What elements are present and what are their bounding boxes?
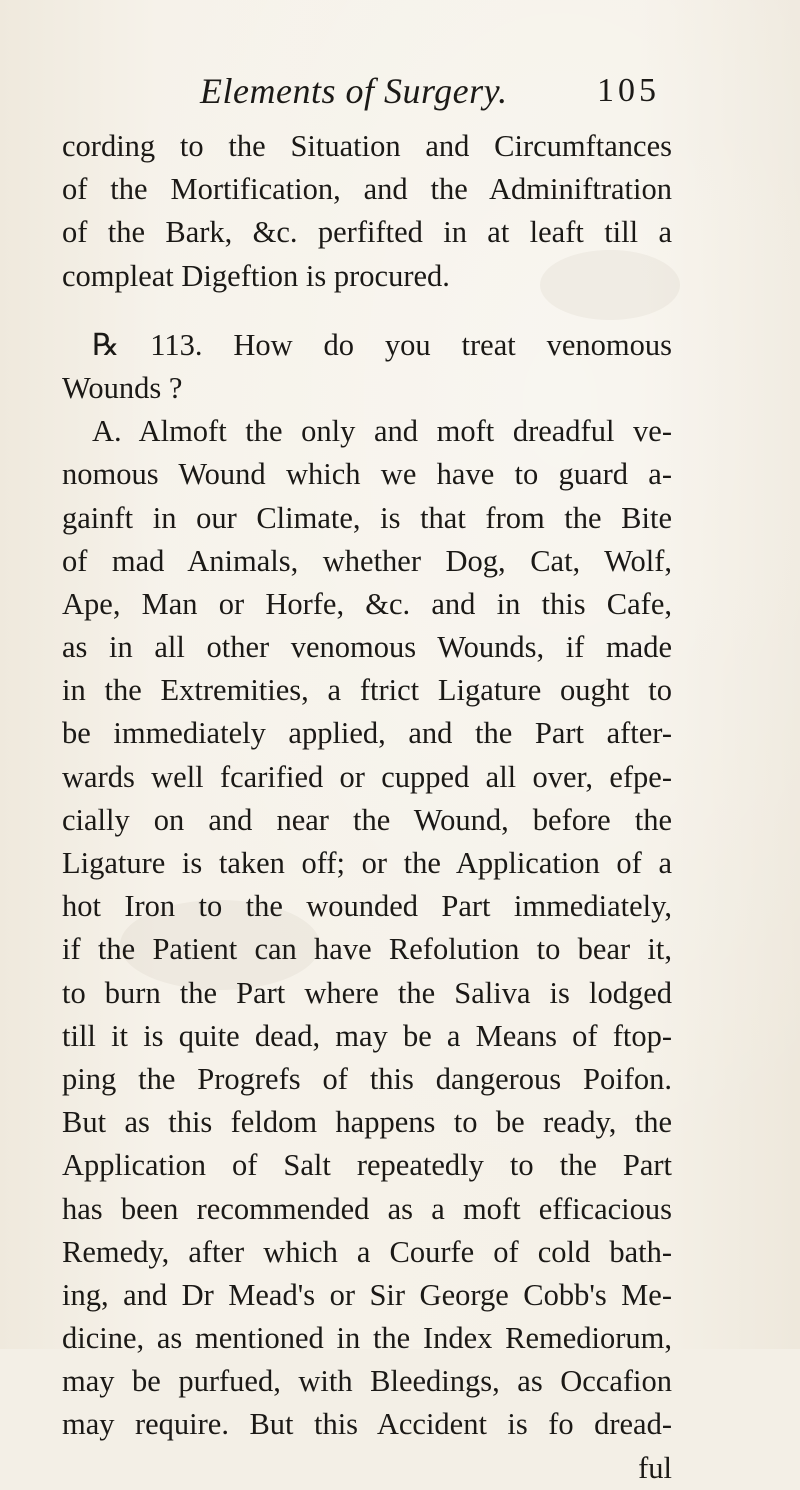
answer-line: ping the Progrefs of this dangerous Poifon. — [62, 1061, 672, 1096]
answer-line: ing, and Dr Mead's or Sir George Cobb's Me- — [62, 1277, 672, 1312]
answer-line: be immediately applied, and the Part after- — [62, 716, 672, 751]
answer-line: Ligature is taken off; or the Application of a — [62, 846, 672, 880]
answer-line: dicine, as mentioned in the Index Remediorum, — [62, 1321, 672, 1356]
paragraph-gap — [62, 298, 672, 324]
answer-line: Ape, Man or Horfe, &c. and in this Cafe, — [62, 586, 672, 621]
answer-line: in the Extremities, a ftrict Ligature ought to — [62, 673, 672, 708]
answer-line: Application of Salt repeatedly to the Part — [62, 1148, 672, 1183]
answer-line: may be purfued, with Bleedings, as Occafion — [62, 1364, 672, 1399]
page-number: 105 — [597, 72, 660, 109]
catchword: ful — [638, 1450, 672, 1485]
answer-line: may require. But this Accident is fo dread- — [62, 1407, 672, 1442]
answer-line: has been recommended as a moft efficacious — [62, 1191, 672, 1226]
answer-line: But as this feldom happens to be ready, the — [62, 1105, 672, 1140]
answer-line: nomous Wound which we have to guard a- — [62, 457, 672, 492]
text-line: compleat Digeftion is procured. — [62, 258, 450, 293]
answer-line: cially on and near the Wound, before the — [62, 802, 672, 837]
answer-line: as in all other venomous Wounds, if made — [62, 630, 672, 665]
answer-line: gainft in our Climate, is that from the Bite — [62, 500, 672, 535]
text-line: cording to the Situation and Circumftances — [62, 129, 672, 163]
answer-line: A. Almoft the only and moft dreadful ve- — [92, 414, 672, 449]
answer-line: wards well fcarified or cupped all over, efpe- — [62, 759, 672, 794]
running-title: Elements of Surgery. — [200, 71, 508, 111]
answer-line: till it is quite dead, may be a Means of ftop- — [62, 1018, 672, 1053]
text-line: of the Mortification, and the Adminiftration — [62, 172, 672, 207]
answer-line: hot Iron to the wounded Part immediately, — [62, 889, 672, 924]
answer-line: if the Patient can have Refolution to bear it, — [62, 932, 672, 967]
answer-line: to burn the Part where the Saliva is lodged — [62, 975, 672, 1010]
page-header — [200, 70, 660, 120]
answer-line: Remedy, after which a Courfe of cold bath- — [62, 1234, 672, 1269]
question-line: Wounds ? — [62, 370, 183, 405]
body-text — [62, 125, 672, 1490]
text-line: of the Bark, &c. perfifted in at leaft till a — [62, 215, 672, 250]
answer-line: of mad Animals, whether Dog, Cat, Wolf, — [62, 543, 672, 578]
question-line: ℞ 113. How do you treat venomous — [92, 327, 672, 362]
